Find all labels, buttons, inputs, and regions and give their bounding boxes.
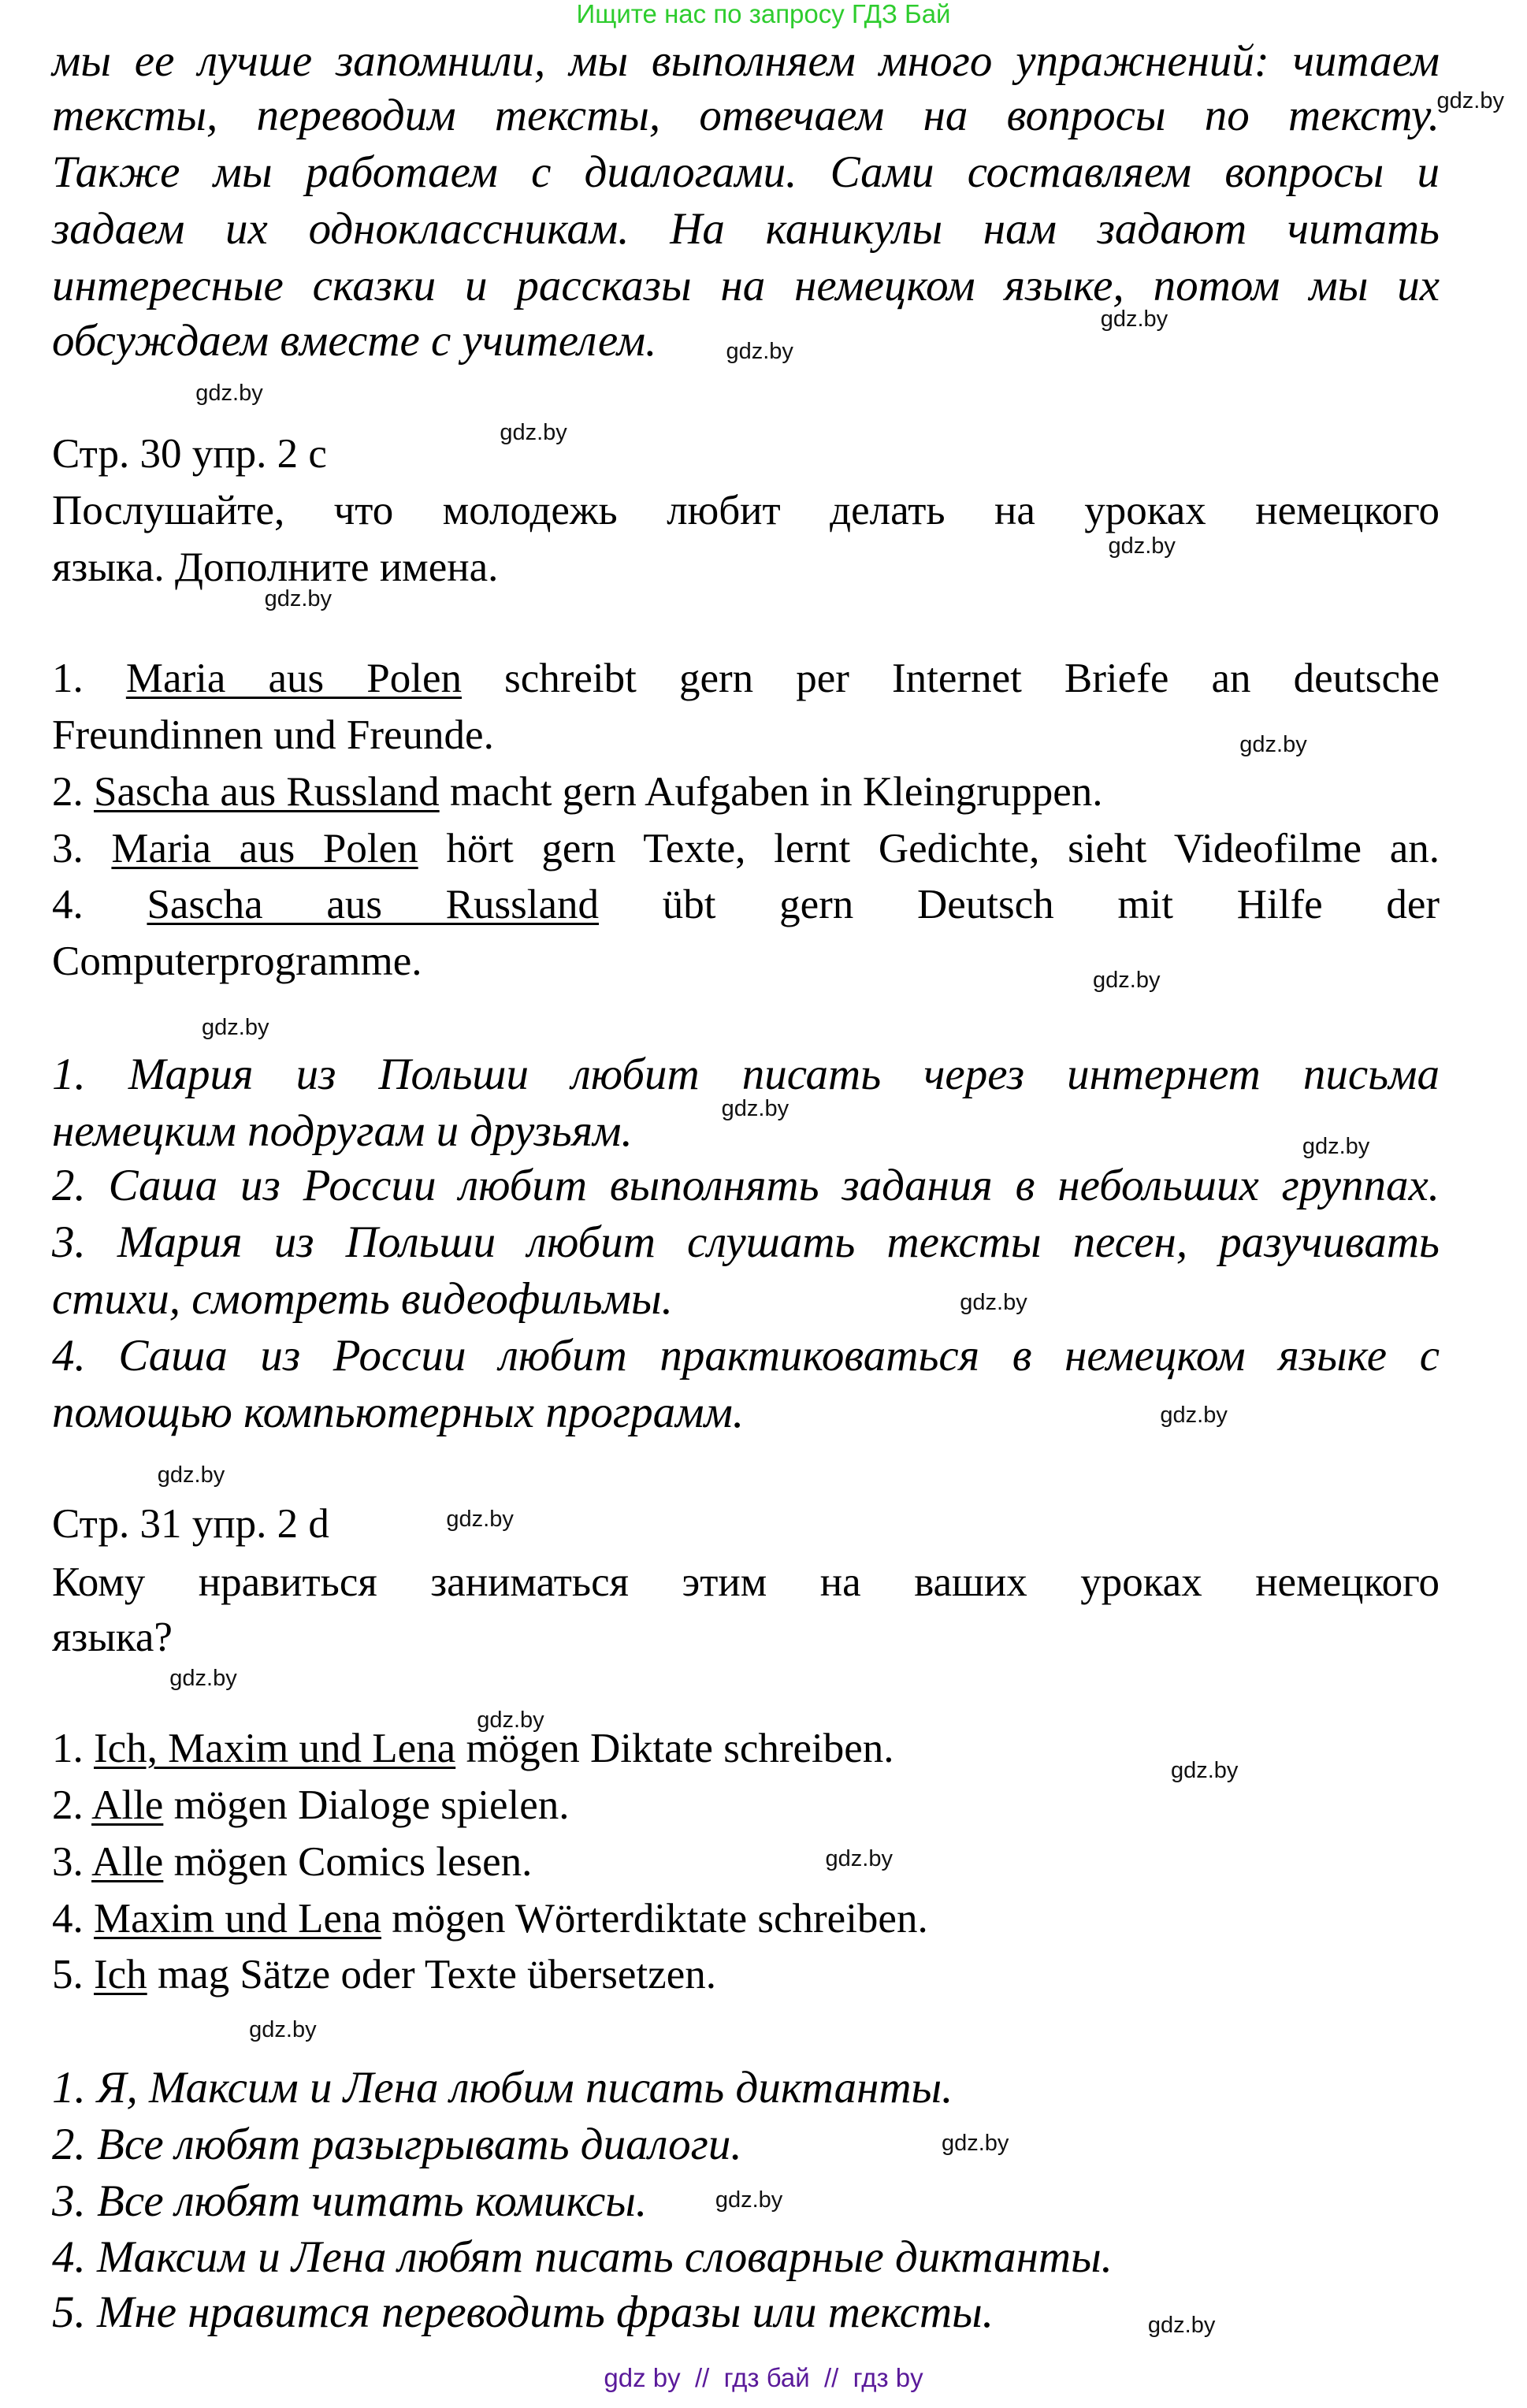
search-banner: Ищите нас по запросу ГДЗ Бай — [576, 0, 951, 28]
text-segment: 4. — [52, 882, 147, 928]
underlined-answer: Alle — [91, 1782, 164, 1829]
text-line — [52, 1271, 1440, 1328]
text-line — [52, 650, 1440, 707]
watermark: gdz.by — [825, 1846, 893, 1872]
text-line — [52, 2116, 1440, 2173]
text-segment: Кому нравиться заниматься этим на ваших уроках немецкого — [52, 1559, 1440, 1605]
text-segment: Стр. 30 упр. 2 c — [52, 431, 327, 478]
watermark: gdz.by — [1170, 1757, 1239, 1783]
watermark: gdz.by — [960, 1289, 1027, 1315]
text-segment: немецким подругам и друзьям. — [52, 1106, 633, 1156]
watermark: gdz.by — [249, 2017, 317, 2043]
watermark: gdz.by — [477, 1707, 544, 1733]
text-segment: 1. — [52, 656, 126, 702]
footer-links: gdz by // гдз бай // гдз by — [604, 2363, 923, 2392]
text-segment: mögen Diktate schreiben. — [455, 1726, 894, 1772]
watermark: gdz.by — [500, 420, 567, 446]
underlined-answer: Sascha aus Russland — [94, 768, 440, 815]
text-segment: 4. Саша из России любит практиковаться в немецком языке с — [52, 1330, 1440, 1381]
text-segment: 5. — [52, 1952, 94, 1998]
watermark: gdz.by — [1093, 967, 1161, 993]
text-segment: 2. — [52, 1782, 92, 1829]
underlined-answer: Alle — [91, 1838, 164, 1885]
text-segment: 1. — [52, 1726, 94, 1772]
text-segment: mögen Dialoge spielen. — [163, 1782, 570, 1829]
text-segment: языка. Дополните имена. — [52, 544, 499, 590]
text-segment: интересные сказки и рассказы на немецком языке, потом мы их — [52, 260, 1440, 310]
text-segment: обсуждаем вместе с учителем. — [52, 315, 657, 366]
text-segment: Послушайте, что молодежь любит делать на уроках немецкого — [52, 487, 1440, 533]
text-line — [52, 707, 1440, 764]
text-segment: 3. Мария из Польши любит слушать тексты песен, разучивать — [52, 1217, 1440, 1268]
text-line — [52, 144, 1440, 201]
text-line — [52, 425, 1440, 482]
watermark: gdz.by — [157, 1462, 225, 1488]
underlined-answer: Maria aus Polen — [111, 825, 418, 871]
text-segment: übt gern Deutsch mit Hilfe der — [599, 882, 1440, 928]
text-segment: тексты, переводим тексты, отвечаем на вопросы по тексту. — [52, 91, 1440, 141]
text-segment: macht gern Aufgaben in Kleingruppen. — [439, 768, 1103, 815]
text-line — [52, 1777, 1440, 1834]
watermark: gdz.by — [169, 1666, 237, 1692]
text-line — [52, 820, 1440, 877]
text-line — [52, 2060, 1440, 2116]
text-line — [52, 1496, 1440, 1552]
text-line — [52, 1946, 1440, 2003]
text-segment: hört gern Texte, lernt Gedichte, sieht Videofilme an. — [418, 825, 1440, 871]
text-segment: Computerprogramme. — [52, 938, 422, 985]
watermark: gdz.by — [1108, 533, 1176, 559]
watermark: gdz.by — [721, 1095, 790, 1121]
underlined-answer: Sascha aus Russland — [147, 882, 600, 928]
text-segment: schreibt gern per Internet Briefe an deutsche — [462, 656, 1440, 702]
underlined-answer: Maria aus Polen — [125, 656, 462, 702]
text-line — [52, 2284, 1440, 2341]
text-line — [52, 539, 1440, 596]
text-segment: 2. — [52, 768, 94, 815]
text-segment: Freundinnen und Freunde. — [52, 712, 494, 759]
text-segment: 3. — [52, 1838, 92, 1885]
watermark: gdz.by — [1160, 1403, 1228, 1429]
text-segment: 2. Саша из России любит выполнять задания в небольших группах. — [52, 1161, 1440, 1211]
text-segment: 2. Все любят разыгрывать диалоги. — [52, 2119, 742, 2169]
text-segment: 3. — [52, 825, 112, 871]
text-segment: 5. Мне нравится переводить фразы или тексты. — [52, 2287, 994, 2338]
watermark: gdz.by — [715, 2187, 783, 2213]
text-line — [52, 1384, 1440, 1441]
text-line — [52, 1834, 1440, 1890]
watermark: gdz.by — [726, 339, 793, 365]
underlined-answer: Ich — [94, 1952, 147, 1998]
text-line — [52, 201, 1440, 258]
watermark: gdz.by — [195, 380, 263, 406]
text-line — [52, 1158, 1440, 1214]
text-segment: языка? — [52, 1614, 173, 1660]
text-segment: 3. Все любят читать комиксы. — [52, 2176, 648, 2226]
watermark: gdz.by — [446, 1507, 514, 1533]
watermark: gdz.by — [1302, 1134, 1370, 1159]
text-line — [52, 1609, 1440, 1666]
text-line — [52, 1328, 1440, 1384]
text-segment: стихи, смотреть видеофильмы. — [52, 1274, 673, 1324]
watermark: gdz.by — [941, 2130, 1009, 2156]
underlined-answer: Maxim und Lena — [94, 1895, 382, 1942]
watermark: gdz.by — [1147, 2312, 1216, 2338]
text-line — [52, 87, 1440, 144]
text-segment: Стр. 31 упр. 2 d — [52, 1501, 329, 1548]
watermark: gdz.by — [1436, 88, 1504, 114]
text-segment: mag Sätze oder Texte übersetzen. — [147, 1952, 716, 1998]
watermark: gdz.by — [1239, 731, 1307, 757]
text-segment: 1. Я, Максим и Лена любим писать диктанты. — [52, 2063, 953, 2113]
text-line — [52, 1890, 1440, 1947]
watermark: gdz.by — [202, 1014, 269, 1040]
underlined-answer: Ich, Maxim und Lena — [94, 1726, 456, 1772]
watermark: gdz.by — [1100, 307, 1168, 333]
text-segment: задаем их одноклассникам. На каникулы нам задают читать — [52, 204, 1440, 254]
text-line — [52, 33, 1440, 90]
text-line — [52, 1554, 1440, 1611]
text-line — [52, 1046, 1440, 1103]
text-segment: mögen Wörterdiktate schreiben. — [381, 1895, 928, 1942]
text-line — [52, 2229, 1440, 2286]
text-line — [52, 1214, 1440, 1271]
text-line — [52, 933, 1440, 990]
text-segment: 4. — [52, 1895, 94, 1942]
text-line — [52, 876, 1440, 933]
text-segment: мы ее лучше запомнили, мы выполняем много упражнений: читаем — [52, 35, 1440, 86]
watermark: gdz.by — [264, 586, 333, 612]
text-segment: Также мы работаем с диалогами. Сами составляем вопросы и — [52, 147, 1440, 198]
text-line — [52, 764, 1440, 820]
text-segment: помощью компьютерных программ. — [52, 1387, 745, 1437]
text-line — [52, 258, 1440, 314]
text-segment: 4. Максим и Лена любят писать словарные диктанты. — [52, 2232, 1113, 2283]
text-segment: mögen Comics lesen. — [163, 1838, 533, 1885]
text-line — [52, 482, 1440, 539]
text-segment: 1. Мария из Польши любит писать через интернет письма — [52, 1049, 1440, 1099]
